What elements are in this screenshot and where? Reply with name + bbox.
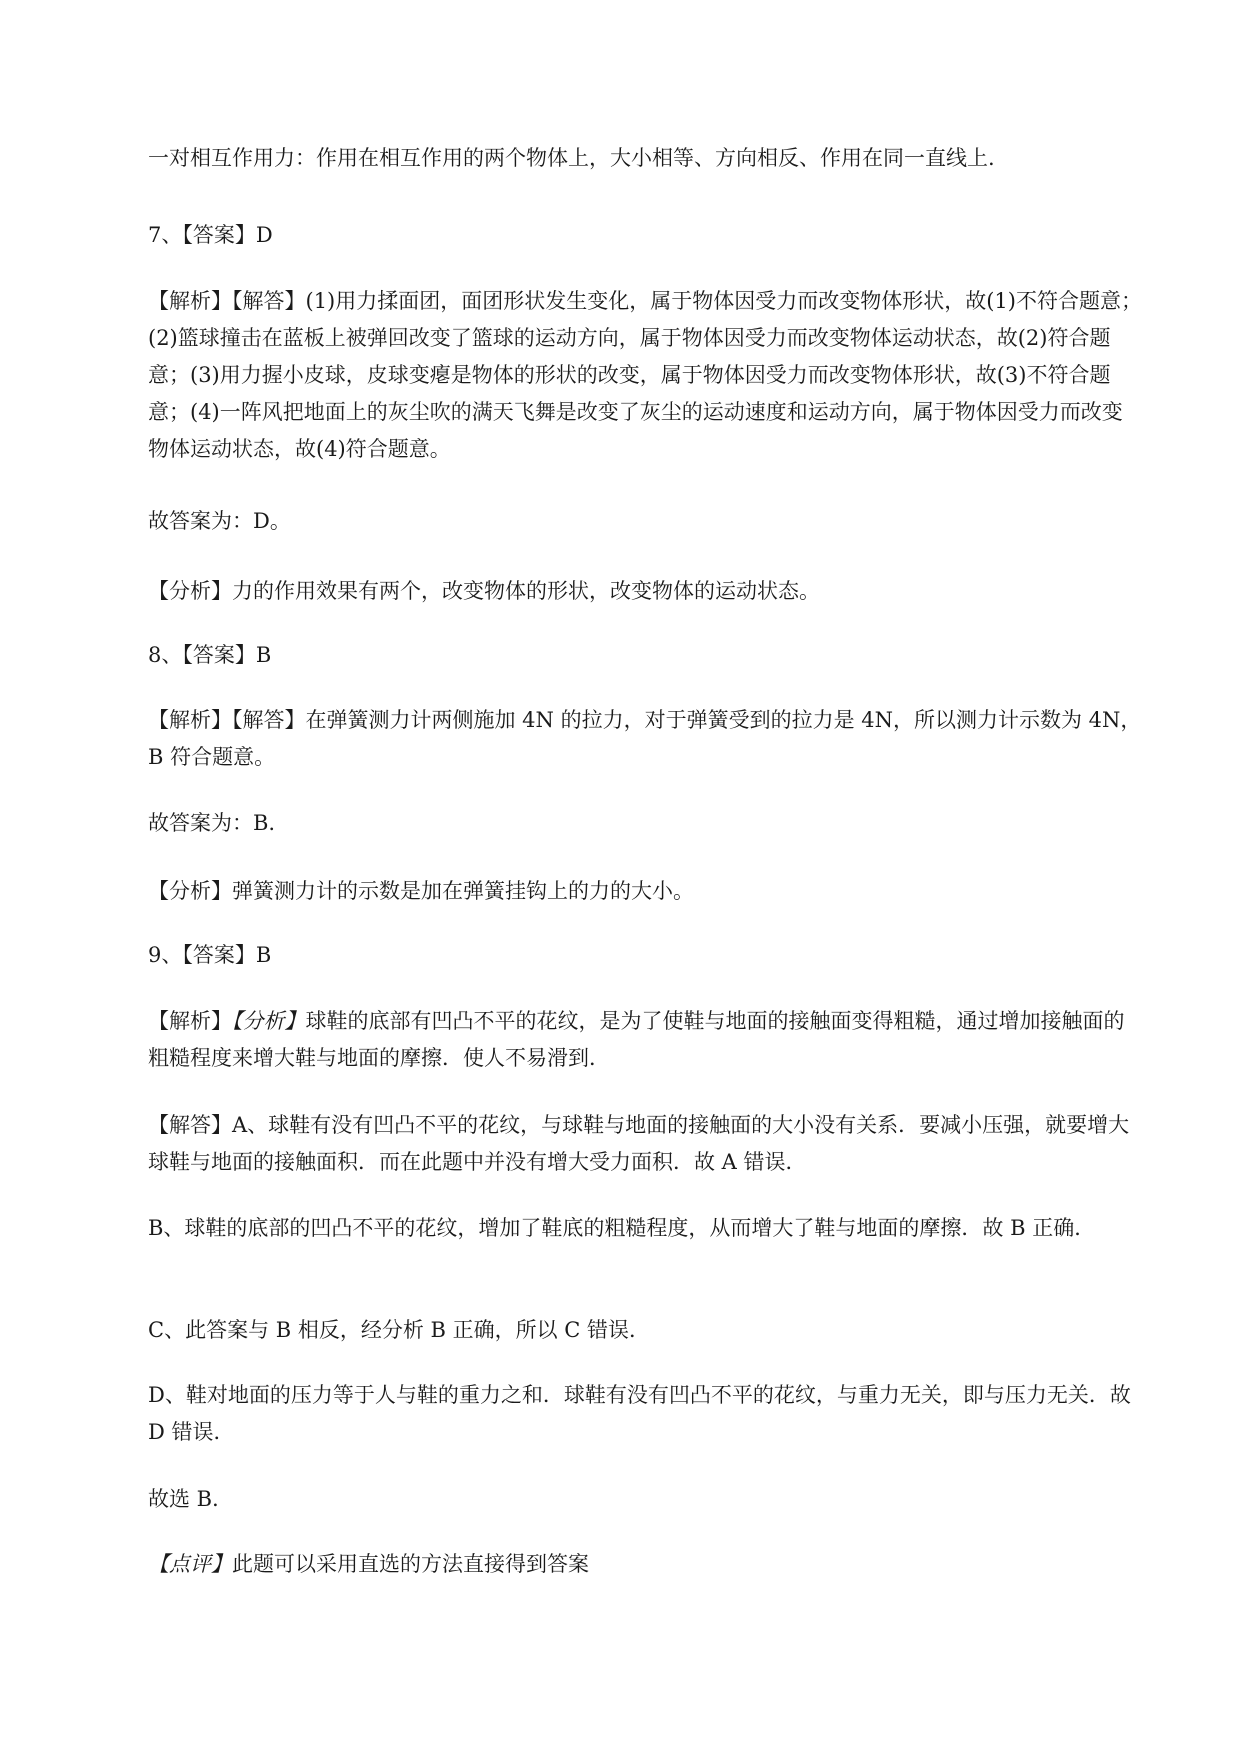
answer-9-comment [148,1546,1143,1583]
paragraph-text: 【分析】弹簧测力计的示数是加在弹簧挂钩上的力的大小。 [148,879,694,903]
paragraph-text: 球鞋的底部有凹凸不平的花纹，是为了使鞋与地面的接触面变得粗糙，通过增加接触面的粗糙程度来增大鞋与地面的摩擦．使人不易滑到． [148,1009,1125,1070]
answer-8-explanation [148,702,1143,776]
paragraph-text: 故选 B． [148,1487,234,1511]
answer-9-conclusion [148,1481,1143,1518]
paragraph-text: 7、【答案】D [148,223,273,247]
paragraph-text: 故答案为：D。 [148,509,291,533]
paragraph-text-italic: 【分析】 [232,1009,306,1033]
paragraph-text: 【解析】【解答】(1)用力揉面团，面团形状发生变化，属于物体因受力而改变物体形状，故(1)不符合题意；(2)篮球撞击在蓝板上被弹回改变了篮球的运动方向，属于物体因受力而改变物体运动状态，故(2)符合题意；(3)用力握小皮球，皮球变瘪是物体的形状的改变，属于物体因受力而改变物体形状，故(3)不符合题意；(4)一阵风把地面上的灰尘吹的满天飞舞是改变了灰尘的运动速度和运动方向，属于物体因受力而改变物体运动状态，故(4)符合题意。 [148,289,1142,461]
answer-9-explanation [148,1003,1143,1077]
paragraph-text: 此题可以采用直选的方法直接得到答案 [232,1552,589,1576]
paragraph-text: 【解答】A、球鞋有没有凹凸不平的花纹，与球鞋与地面的接触面的大小没有关系．要减小压强，就要增大球鞋与地面的接触面积．而在此题中并没有增大受力面积．故 A 错误． [148,1113,1130,1174]
answer-8-heading [148,637,1143,674]
answer-7-explanation [148,283,1143,468]
paragraph-text: C、此答案与 B 相反，经分析 B 正确，所以 C 错误． [148,1318,651,1342]
answer-9-option-c [148,1312,1143,1349]
paragraph-text: B、球鞋的底部的凹凸不平的花纹，增加了鞋底的粗糙程度，从而增大了鞋与地面的摩擦．故 B 正确． [148,1216,1096,1240]
paragraph-text: 【分析】力的作用效果有两个，改变物体的形状，改变物体的运动状态。 [148,579,820,603]
paragraph-text: 【解析】 [148,1009,232,1033]
answer-9-option-d [148,1377,1143,1451]
answer-8-analysis [148,873,1143,910]
answer-7-heading [148,217,1143,254]
answer-7-analysis [148,573,1143,610]
answer-7-conclusion [148,503,1143,540]
answer-9-option-a [148,1107,1143,1181]
paragraph-text: 8、【答案】B [148,643,272,667]
answer-9-option-b [148,1210,1143,1247]
paragraph-text-italic: 【点评】 [148,1552,232,1576]
paragraph-text: 【解析】【解答】在弹簧测力计两侧施加 4N 的拉力，对于弹簧受到的拉力是 4N，所以测力计示数为 4N，B 符合题意。 [148,708,1142,769]
paragraph-text: 9、【答案】B [148,943,272,967]
paragraph-text: 故答案为：B. [148,811,276,835]
answer-8-conclusion [148,805,1143,842]
paragraph-text: 一对相互作用力：作用在相互作用的两个物体上，大小相等、方向相反、作用在同一直线上. [148,146,995,170]
paragraph-text: D、鞋对地面的压力等于人与鞋的重力之和．球鞋有没有凹凸不平的花纹，与重力无关，即与压力无关．故 D 错误． [148,1383,1131,1444]
answer-9-heading [148,937,1143,974]
paragraph-action-reaction [148,140,1143,177]
